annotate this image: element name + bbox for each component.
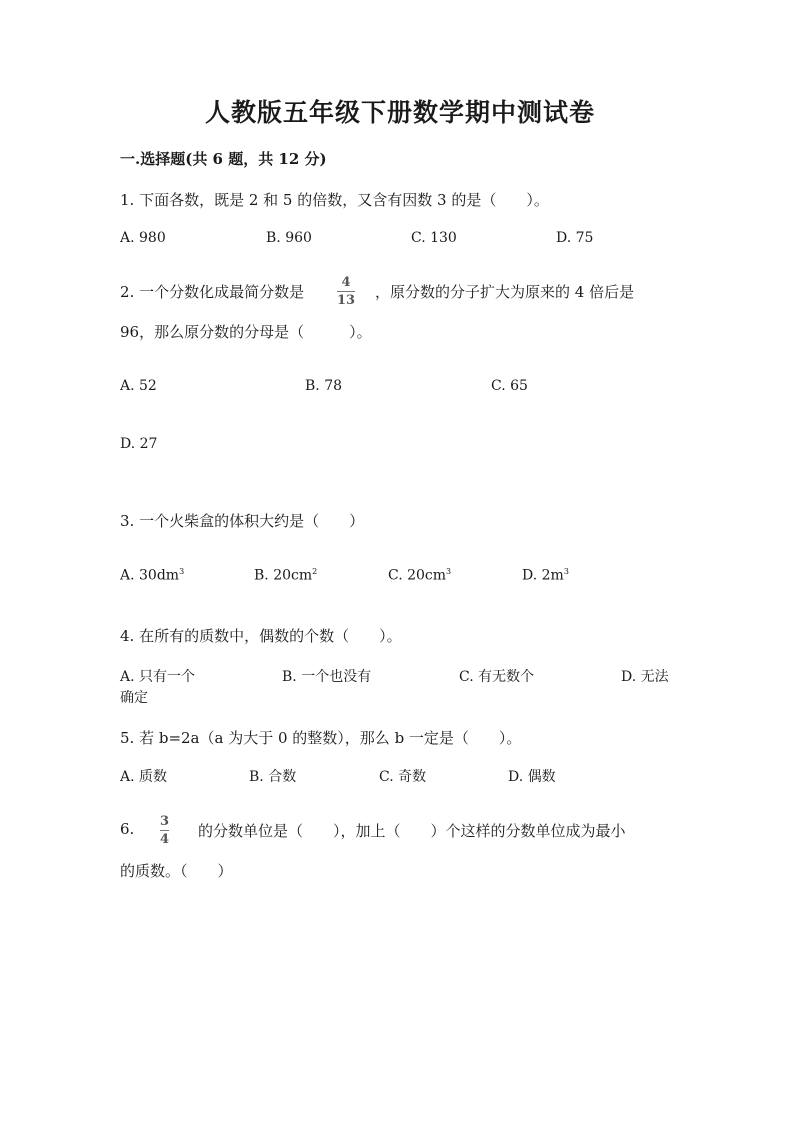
question-3-option-c: C. $20cm^3$: [388, 567, 452, 584]
question-1-option-c: C. 130: [411, 230, 457, 246]
question-5-option-b: B. 合数: [249, 769, 297, 785]
question-1-option-a: A. 980: [120, 230, 166, 246]
question-1-text: 1. 下面各数，既是 2 和 5 的倍数，又含有因数 3 的是（ ）。: [120, 191, 549, 209]
question-5-option-a: A. 质数: [120, 769, 168, 785]
question-6-text-after: 的分数单位是（ ），加上（ ）个这样的分数单位成为最小: [198, 822, 626, 840]
fraction-numerator: 4: [341, 275, 351, 290]
fraction-bar: [160, 830, 169, 831]
question-2-fraction: [337, 275, 355, 308]
question-2-option-b: B. 78: [305, 378, 343, 394]
question-6-fraction: [160, 814, 169, 847]
question-2-text-line2: 96，那么原分数的分母是（ ）。: [120, 323, 372, 341]
fraction-denominator: 4: [160, 832, 170, 847]
question-3-option-b: B. $20cm^2$: [254, 567, 318, 584]
question-2-option-a: A. 52: [120, 378, 157, 394]
question-5-option-d: D. 偶数: [508, 769, 556, 785]
question-4-option-a: A. 只有一个: [120, 669, 196, 685]
question-1-option-b: B. 960: [266, 230, 312, 246]
question-3-text: 3. 一个火柴盒的体积大约是（ ）: [120, 512, 365, 530]
question-1-option-d: D. 75: [556, 230, 594, 246]
question-6-text-before: 6.: [120, 820, 135, 838]
question-2-option-c: C. 65: [491, 378, 528, 394]
fraction-bar: [337, 291, 355, 292]
question-5-text: 5. 若 b=2a（a 为大于 0 的整数），那么 b 一定是（ ）。: [120, 729, 522, 747]
page-title: 人教版五年级下册数学期中测试卷: [204, 98, 595, 127]
section-heading: 一.选择题(共 6 题，共 12 分): [120, 150, 327, 168]
question-5-option-c: C. 奇数: [379, 769, 427, 785]
question-2-option-d: D. 27: [120, 436, 158, 452]
fraction-denominator: 13: [337, 293, 356, 308]
question-3-option-d: D. $2m^3$: [522, 567, 569, 584]
question-4-option-d: D. 无法: [621, 669, 669, 685]
question-3-option-a: A. $30dm^3$: [120, 567, 185, 584]
question-2-text-before: 2. 一个分数化成最简分数是: [120, 283, 305, 301]
question-6-text-line2: 的质数。（ ）: [120, 862, 233, 880]
question-4-option-d-wrap: 确定: [120, 690, 148, 706]
question-4-text: 4. 在所有的质数中，偶数的个数（ ）。: [120, 627, 402, 645]
question-4-option-c: C. 有无数个: [459, 669, 535, 685]
question-2-text-after: ，原分数的分子扩大为原来的 4 倍后是: [375, 283, 635, 301]
question-4-option-b: B. 一个也没有: [282, 669, 372, 685]
fraction-numerator: 3: [160, 814, 170, 829]
